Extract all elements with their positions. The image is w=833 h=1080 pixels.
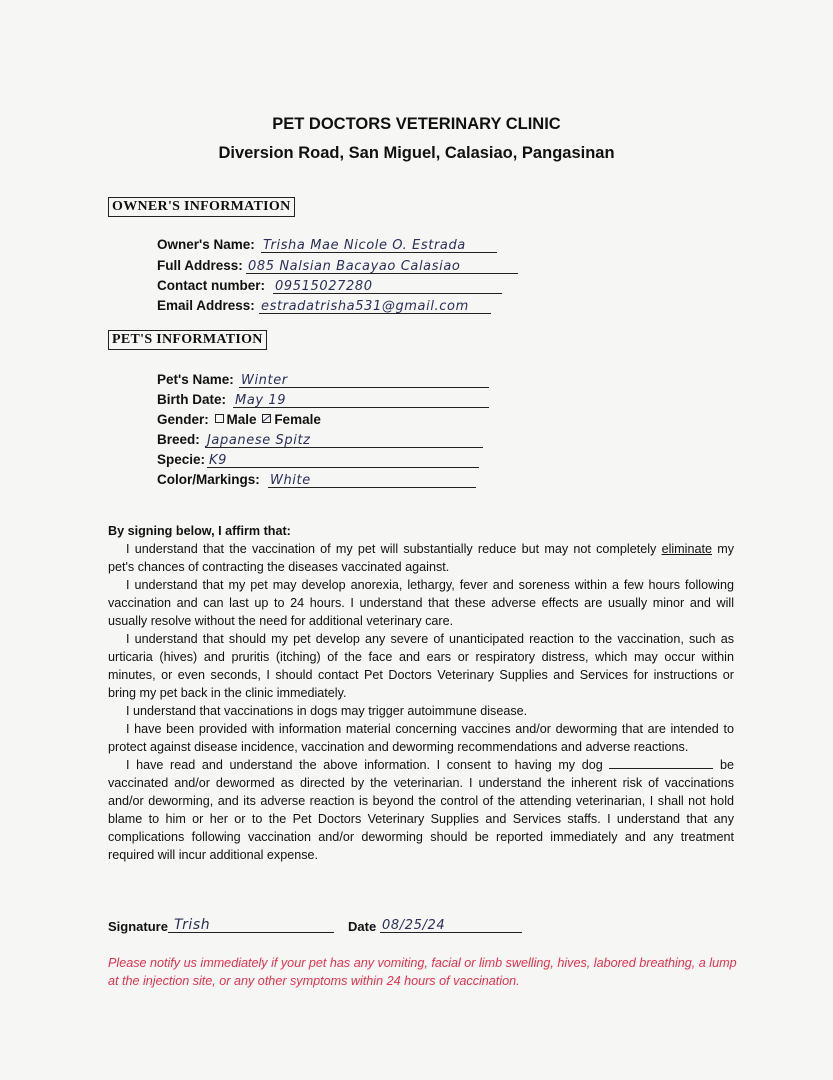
consent-paragraph-5: I have been provided with information material concerning vaccines and/or deworming that are intended to protect against disease incidence, vaccination and deworming recommendations and adverse reactions. (108, 722, 734, 754)
color-markings-value: White (270, 473, 311, 488)
gender-male-checkbox[interactable] (215, 414, 224, 423)
consent-paragraph-3: I understand that should my pet develop any severe of unanticipated reaction to the vaccination, such as urticaria (hives) and pruritis (itching) of the face and ears or respiratory distress, which may occur within minutes, or even seconds, I should contact Pet Doctors Veterinary Supplies and Services for instructions or bring my pet back in the clinic immediately. (108, 632, 734, 700)
specie-row (157, 452, 205, 467)
owner-name-field[interactable] (261, 235, 497, 253)
owner-name-label: Owner's Name: (157, 237, 255, 252)
color-markings-row (157, 472, 260, 487)
birth-date-field[interactable] (233, 390, 489, 408)
full-address-label: Full Address: (157, 258, 243, 273)
full-address-value: 085 Nalsian Bacayao Calasiao (248, 259, 461, 274)
contact-number-row (157, 278, 265, 293)
signature-label: Signature (108, 919, 168, 934)
color-markings-field[interactable] (268, 470, 476, 488)
owner-name-row (157, 237, 255, 252)
pet-section-heading: PET'S INFORMATION (108, 330, 267, 350)
full-address-field[interactable] (246, 256, 518, 274)
consent-statement (108, 522, 734, 864)
breed-value: Japanese Spitz (207, 433, 311, 448)
pet-name-row (157, 372, 234, 387)
email-address-row (157, 298, 255, 313)
specie-value: K9 (209, 453, 227, 468)
gender-row (157, 412, 321, 427)
breed-row (157, 432, 200, 447)
pet-name-field[interactable] (239, 370, 489, 388)
gender-female-label: Female (274, 412, 321, 427)
contact-number-value: 09515027280 (275, 279, 373, 294)
owner-name-value: Trisha Mae Nicole O. Estrada (263, 238, 466, 253)
consent-paragraph-1: I understand that the vaccination of my pet will substantially reduce but may not completely eliminate my pet's chances of contracting the diseases vaccinated against. (108, 542, 735, 574)
gender-label: Gender: (157, 412, 209, 427)
color-markings-label: Color/Markings: (157, 472, 260, 487)
date-label: Date (348, 919, 377, 934)
contact-number-field[interactable] (273, 276, 502, 294)
date-value: 08/25/24 (382, 918, 446, 933)
birth-date-value: May 19 (235, 393, 287, 408)
consent-paragraph-4: I understand that vaccinations in dogs may trigger autoimmune disease. (126, 704, 528, 718)
clinic-name: PET DOCTORS VETERINARY CLINIC (272, 115, 561, 133)
date-field[interactable] (380, 915, 522, 933)
consent-paragraph-2: I understand that my pet may develop anorexia, lethargy, fever and soreness within a few hours following vaccination and can last up to 24 hours. I understand that these adverse effects are usually minor and will usually resolve without the need for additional veterinary care. (108, 578, 734, 628)
gender-female-checkbox[interactable] (262, 414, 271, 423)
dog-name-blank[interactable] (609, 757, 713, 769)
post-vaccination-notice: Please notify us immediately if your pet has any vomiting, facial or limb swelling, hives, labored breathing, a lump at the injection site, or any other symptoms within 24 hours of vaccination. (108, 956, 737, 988)
clinic-address: Diversion Road, San Miguel, Calasiao, Pangasinan (218, 144, 615, 162)
pet-name-value: Winter (241, 373, 288, 388)
specie-field[interactable] (207, 450, 479, 468)
email-address-value: estradatrisha531@gmail.com (261, 299, 469, 314)
specie-label: Specie: (157, 452, 206, 467)
eliminate-underlined: eliminate (661, 542, 712, 556)
breed-field[interactable] (205, 430, 483, 448)
email-address-label: Email Address: (157, 298, 255, 313)
gender-male-label: Male (226, 412, 257, 427)
birth-date-label: Birth Date: (157, 392, 227, 407)
birth-date-row (157, 392, 226, 407)
contact-number-label: Contact number: (157, 278, 265, 293)
breed-label: Breed: (157, 432, 200, 447)
pet-name-label: Pet's Name: (157, 372, 234, 387)
owner-section-heading: OWNER'S INFORMATION (108, 197, 295, 217)
signature-field[interactable] (168, 915, 334, 933)
signature-value: Trish (174, 917, 211, 933)
full-address-row (157, 258, 243, 273)
consent-paragraph-6: I have read and understand the above information. I consent to having my dog be vaccinated and/or dewormed as directed by the veterinarian. I understand the inherent risk of vaccinations and/or deworming, and its adverse reaction is beyond the control of the attending veterinarian, I shall not hold blame to him or her or to the Pet Doctors Veterinary Supplies and Services staffs. I understand that any complications following vaccination and/or deworming should be reported immediately and any treatment required will incur additional expense. (108, 758, 735, 862)
email-address-field[interactable] (259, 296, 491, 314)
consent-lead: By signing below, I affirm that: (108, 524, 291, 538)
